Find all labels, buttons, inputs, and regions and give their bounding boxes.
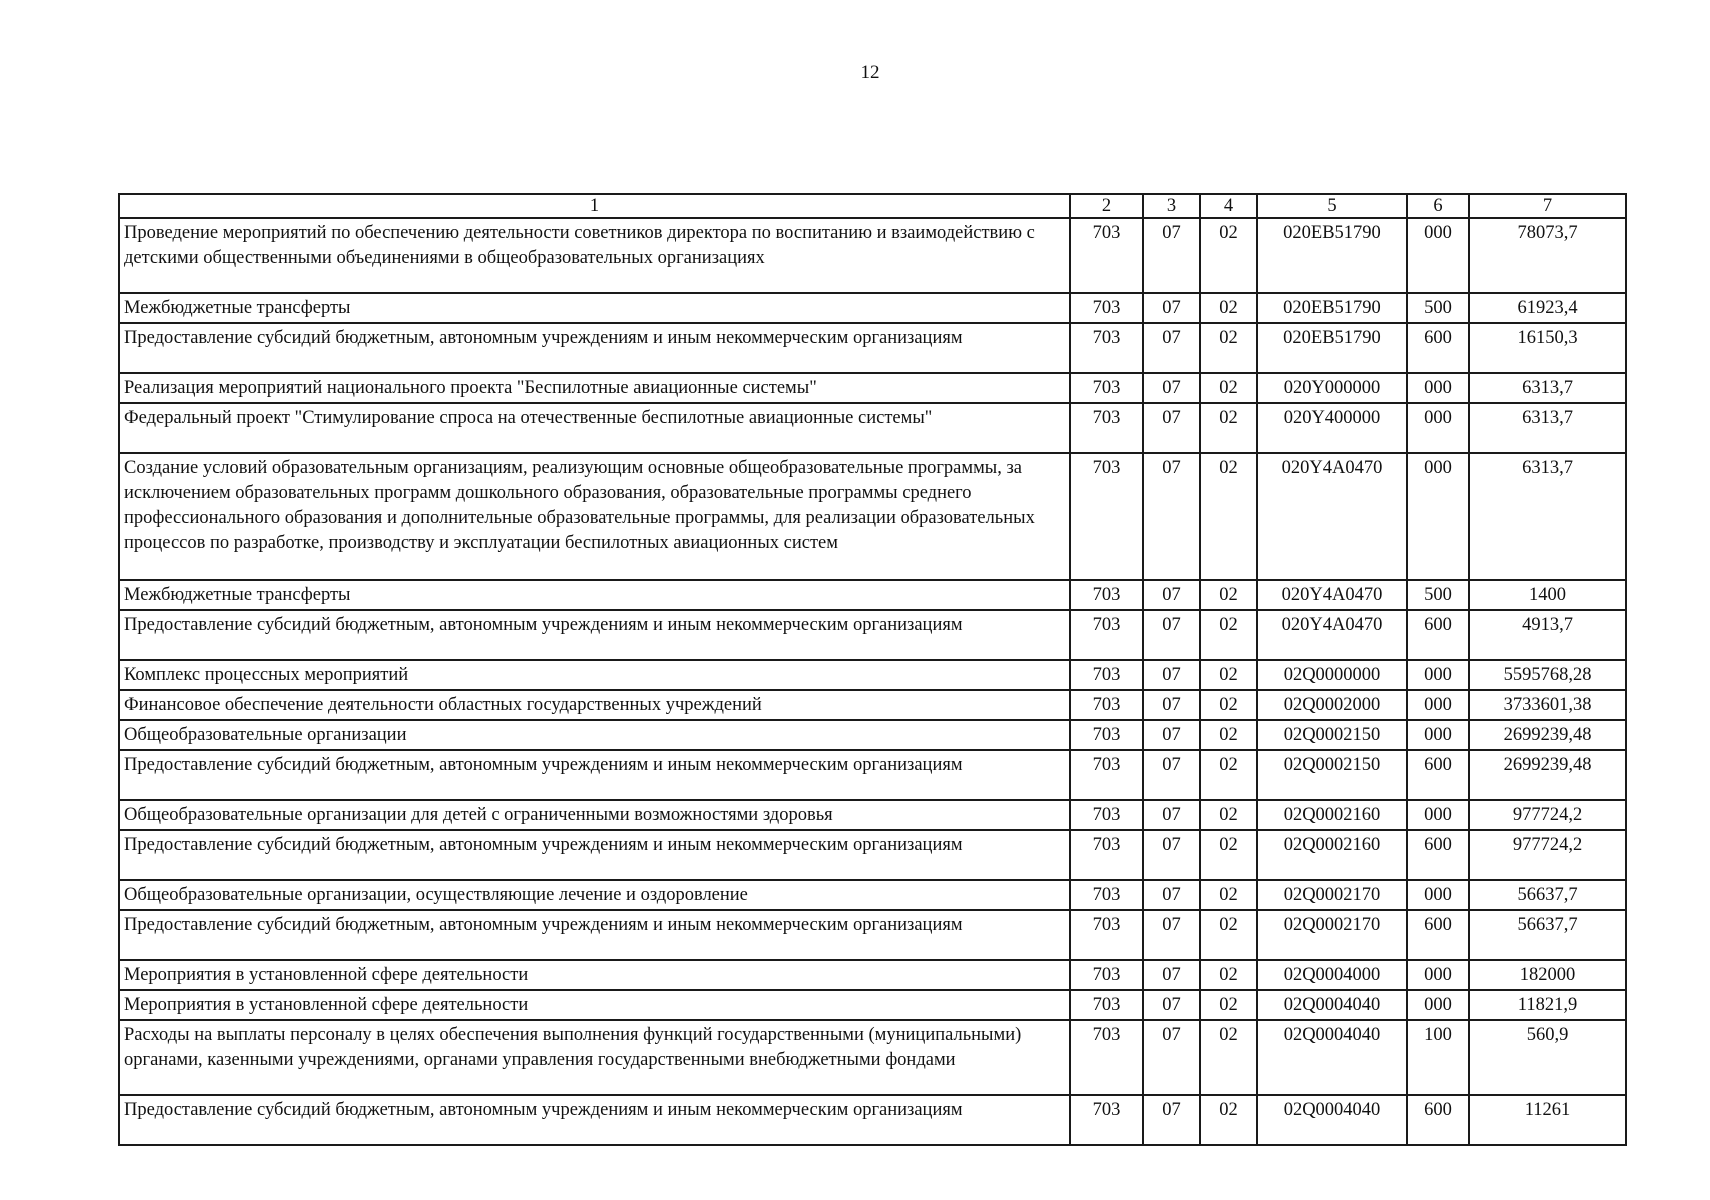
row-code-4: 02: [1200, 373, 1257, 403]
row-amount: 6313,7: [1469, 403, 1626, 453]
row-code-4: 02: [1200, 830, 1257, 880]
row-amount: 2699239,48: [1469, 750, 1626, 800]
row-code-5: 02Q0002150: [1257, 720, 1407, 750]
row-code-4: 02: [1200, 218, 1257, 293]
table-row: [119, 690, 1626, 720]
row-code-4: 02: [1200, 453, 1257, 580]
row-description: Общеобразовательные организации для детей с ограниченными возможностями здоровья: [119, 800, 1070, 830]
row-code-6: 600: [1407, 830, 1469, 880]
row-code-3: 07: [1143, 1095, 1200, 1145]
row-code-2: 703: [1070, 910, 1143, 960]
row-description: Предоставление субсидий бюджетным, автономным учреждениям и иным некоммерческим организациям: [119, 1095, 1070, 1145]
row-code-2: 703: [1070, 403, 1143, 453]
row-code-3: 07: [1143, 610, 1200, 660]
row-code-6: 000: [1407, 800, 1469, 830]
row-description: Мероприятия в установленной сфере деятельности: [119, 990, 1070, 1020]
row-code-4: 02: [1200, 610, 1257, 660]
row-code-4: 02: [1200, 720, 1257, 750]
table-row: [119, 1020, 1626, 1095]
row-code-4: 02: [1200, 293, 1257, 323]
row-code-6: 000: [1407, 373, 1469, 403]
row-code-4: 02: [1200, 403, 1257, 453]
row-code-5: 02Q0002170: [1257, 910, 1407, 960]
row-description: Предоставление субсидий бюджетным, автономным учреждениям и иным некоммерческим организациям: [119, 610, 1070, 660]
table-row: [119, 800, 1626, 830]
row-code-3: 07: [1143, 373, 1200, 403]
row-code-6: 600: [1407, 1095, 1469, 1145]
table-header-row: [119, 194, 1626, 218]
row-description: Межбюджетные трансферты: [119, 293, 1070, 323]
row-code-6: 100: [1407, 1020, 1469, 1095]
row-code-6: 500: [1407, 580, 1469, 610]
row-code-4: 02: [1200, 880, 1257, 910]
row-amount: 11261: [1469, 1095, 1626, 1145]
table-row: [119, 453, 1626, 580]
table-row: [119, 580, 1626, 610]
row-amount: 1400: [1469, 580, 1626, 610]
row-code-3: 07: [1143, 403, 1200, 453]
table-row: [119, 218, 1626, 293]
table-row: [119, 990, 1626, 1020]
row-code-3: 07: [1143, 323, 1200, 373]
column-header-2: 2: [1070, 194, 1143, 218]
row-code-5: 02Q0002160: [1257, 830, 1407, 880]
row-code-6: 000: [1407, 720, 1469, 750]
row-description: Предоставление субсидий бюджетным, автономным учреждениям и иным некоммерческим организациям: [119, 830, 1070, 880]
row-amount: 78073,7: [1469, 218, 1626, 293]
row-code-2: 703: [1070, 960, 1143, 990]
row-code-2: 703: [1070, 690, 1143, 720]
row-amount: 182000: [1469, 960, 1626, 990]
row-code-6: 000: [1407, 690, 1469, 720]
row-description: Межбюджетные трансферты: [119, 580, 1070, 610]
row-code-4: 02: [1200, 800, 1257, 830]
row-code-6: 000: [1407, 880, 1469, 910]
table-row: [119, 830, 1626, 880]
row-code-2: 703: [1070, 1095, 1143, 1145]
row-code-5: 02Q0002170: [1257, 880, 1407, 910]
row-code-6: 000: [1407, 960, 1469, 990]
row-code-2: 703: [1070, 293, 1143, 323]
row-code-4: 02: [1200, 1020, 1257, 1095]
row-code-4: 02: [1200, 323, 1257, 373]
row-code-5: 02Q0002000: [1257, 690, 1407, 720]
column-header-4: 4: [1200, 194, 1257, 218]
row-code-2: 703: [1070, 800, 1143, 830]
row-code-2: 703: [1070, 880, 1143, 910]
row-amount: 56637,7: [1469, 880, 1626, 910]
table-row: [119, 910, 1626, 960]
row-description: Финансовое обеспечение деятельности областных государственных учреждений: [119, 690, 1070, 720]
row-amount: 977724,2: [1469, 800, 1626, 830]
row-description: Общеобразовательные организации: [119, 720, 1070, 750]
row-code-4: 02: [1200, 990, 1257, 1020]
row-code-4: 02: [1200, 690, 1257, 720]
row-description: Предоставление субсидий бюджетным, автономным учреждениям и иным некоммерческим организациям: [119, 910, 1070, 960]
row-description: Федеральный проект "Стимулирование спроса на отечественные беспилотные авиационные системы": [119, 403, 1070, 453]
table-row: [119, 373, 1626, 403]
row-code-4: 02: [1200, 660, 1257, 690]
row-description: Предоставление субсидий бюджетным, автономным учреждениям и иным некоммерческим организациям: [119, 323, 1070, 373]
row-code-2: 703: [1070, 323, 1143, 373]
row-code-3: 07: [1143, 660, 1200, 690]
row-code-5: 020Y4A0470: [1257, 610, 1407, 660]
row-code-5: 020Y4A0470: [1257, 453, 1407, 580]
row-amount: 3733601,38: [1469, 690, 1626, 720]
table-row: [119, 403, 1626, 453]
table-body: [119, 218, 1626, 1145]
table-row: [119, 323, 1626, 373]
row-code-5: 02Q0002150: [1257, 750, 1407, 800]
row-code-5: 020EB51790: [1257, 293, 1407, 323]
row-code-5: 020Y000000: [1257, 373, 1407, 403]
row-code-5: 02Q0000000: [1257, 660, 1407, 690]
row-code-3: 07: [1143, 1020, 1200, 1095]
row-amount: 6313,7: [1469, 373, 1626, 403]
row-amount: 5595768,28: [1469, 660, 1626, 690]
table-row: [119, 610, 1626, 660]
budget-table: [118, 193, 1627, 1146]
row-code-3: 07: [1143, 990, 1200, 1020]
row-code-4: 02: [1200, 960, 1257, 990]
row-code-5: 020EB51790: [1257, 218, 1407, 293]
page-number: 12: [860, 62, 880, 83]
row-code-5: 02Q0004040: [1257, 990, 1407, 1020]
row-code-4: 02: [1200, 750, 1257, 800]
row-code-3: 07: [1143, 750, 1200, 800]
row-code-2: 703: [1070, 990, 1143, 1020]
row-code-6: 000: [1407, 453, 1469, 580]
row-amount: 11821,9: [1469, 990, 1626, 1020]
table-row: [119, 293, 1626, 323]
row-code-6: 000: [1407, 660, 1469, 690]
row-code-3: 07: [1143, 880, 1200, 910]
row-description: Создание условий образовательным организациям, реализующим основные общеобразовательные программы, за исключением образовательных программ дошкольного образования, образовательные программы среднего профессионального образования и дополнительные образовательные программы, для реализации образовательных процессов по разработке, производству и эксплуатации беспилотных авиационных систем: [119, 453, 1070, 580]
row-code-4: 02: [1200, 580, 1257, 610]
row-code-3: 07: [1143, 960, 1200, 990]
row-code-3: 07: [1143, 293, 1200, 323]
row-code-2: 703: [1070, 610, 1143, 660]
row-code-2: 703: [1070, 750, 1143, 800]
row-code-6: 000: [1407, 990, 1469, 1020]
row-code-5: 020Y400000: [1257, 403, 1407, 453]
row-amount: 61923,4: [1469, 293, 1626, 323]
row-amount: 560,9: [1469, 1020, 1626, 1095]
column-header-5: 5: [1257, 194, 1407, 218]
row-code-2: 703: [1070, 453, 1143, 580]
row-amount: 56637,7: [1469, 910, 1626, 960]
row-code-5: 02Q0002160: [1257, 800, 1407, 830]
row-description: Проведение мероприятий по обеспечению деятельности советников директора по воспитанию и взаимодействию с детскими общественными объединениями в общеобразовательных организациях: [119, 218, 1070, 293]
row-description: Комплекс процессных мероприятий: [119, 660, 1070, 690]
row-code-5: 02Q0004040: [1257, 1020, 1407, 1095]
row-code-3: 07: [1143, 720, 1200, 750]
column-header-1: 1: [119, 194, 1070, 218]
row-code-6: 500: [1407, 293, 1469, 323]
column-header-6: 6: [1407, 194, 1469, 218]
row-description: Мероприятия в установленной сфере деятельности: [119, 960, 1070, 990]
row-amount: 16150,3: [1469, 323, 1626, 373]
row-code-6: 600: [1407, 610, 1469, 660]
row-code-6: 000: [1407, 218, 1469, 293]
row-code-3: 07: [1143, 218, 1200, 293]
row-code-6: 000: [1407, 403, 1469, 453]
row-amount: 4913,7: [1469, 610, 1626, 660]
row-amount: 6313,7: [1469, 453, 1626, 580]
table-row: [119, 1095, 1626, 1145]
row-code-6: 600: [1407, 910, 1469, 960]
row-code-2: 703: [1070, 660, 1143, 690]
column-header-3: 3: [1143, 194, 1200, 218]
table-row: [119, 660, 1626, 690]
row-code-3: 07: [1143, 910, 1200, 960]
row-code-3: 07: [1143, 690, 1200, 720]
row-code-2: 703: [1070, 1020, 1143, 1095]
table-row: [119, 880, 1626, 910]
row-code-3: 07: [1143, 453, 1200, 580]
row-code-2: 703: [1070, 830, 1143, 880]
table-row: [119, 960, 1626, 990]
table-row: [119, 720, 1626, 750]
row-amount: 2699239,48: [1469, 720, 1626, 750]
row-code-6: 600: [1407, 750, 1469, 800]
row-description: Расходы на выплаты персоналу в целях обеспечения выполнения функций государственными (муниципальными) органами, казенными учреждениями, органами управления государственными внебюджетными фондами: [119, 1020, 1070, 1095]
row-code-3: 07: [1143, 830, 1200, 880]
row-code-4: 02: [1200, 1095, 1257, 1145]
row-description: Общеобразовательные организации, осуществляющие лечение и оздоровление: [119, 880, 1070, 910]
table-row: [119, 750, 1626, 800]
row-code-3: 07: [1143, 800, 1200, 830]
row-code-2: 703: [1070, 373, 1143, 403]
row-description: Предоставление субсидий бюджетным, автономным учреждениям и иным некоммерческим организациям: [119, 750, 1070, 800]
row-code-3: 07: [1143, 580, 1200, 610]
row-code-2: 703: [1070, 720, 1143, 750]
row-description: Реализация мероприятий национального проекта "Беспилотные авиационные системы": [119, 373, 1070, 403]
row-code-5: 020EB51790: [1257, 323, 1407, 373]
row-code-2: 703: [1070, 580, 1143, 610]
row-code-5: 02Q0004000: [1257, 960, 1407, 990]
row-code-6: 600: [1407, 323, 1469, 373]
row-code-4: 02: [1200, 910, 1257, 960]
row-amount: 977724,2: [1469, 830, 1626, 880]
column-header-7: 7: [1469, 194, 1626, 218]
row-code-5: 02Q0004040: [1257, 1095, 1407, 1145]
row-code-5: 020Y4A0470: [1257, 580, 1407, 610]
row-code-2: 703: [1070, 218, 1143, 293]
